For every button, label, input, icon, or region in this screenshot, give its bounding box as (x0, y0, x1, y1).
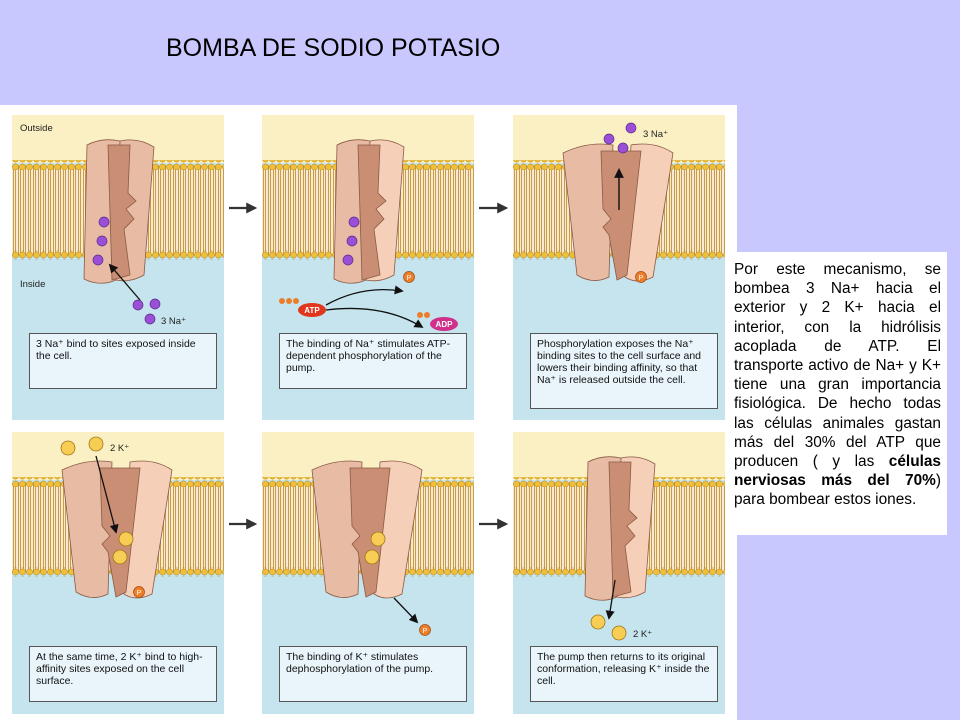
explanation-bold: células nerviosas más del 70% (734, 453, 941, 490)
sodium-potassium-pump-figure (0, 105, 737, 720)
sodium-ion (133, 300, 143, 310)
phosphate-label: P (422, 628, 428, 635)
pump-diagram (0, 105, 737, 720)
caption-step-1: 3 Na⁺ bind to sites exposed inside the cell. (29, 333, 217, 389)
inside-label: Inside (20, 279, 46, 290)
na-inside-label: 3 Na⁺ (161, 316, 187, 327)
sodium-ion (349, 217, 359, 227)
sodium-ion (99, 217, 109, 227)
outside-label: Outside (20, 123, 53, 134)
sodium-ion (626, 123, 636, 133)
caption-step-4: At the same time, 2 K⁺ bind to high-affinity sites exposed on the cell surface. (29, 646, 217, 702)
sodium-ion (93, 255, 103, 265)
sodium-ion (97, 236, 107, 246)
caption-step-3: Phosphorylation exposes the Na⁺ binding sites to the cell surface and lowers their binding affinity, so that Na⁺ is released outside the cell. (530, 333, 718, 409)
slide-title: BOMBA DE SODIO POTASIO (166, 34, 501, 62)
atp-label: ATP (304, 306, 320, 315)
potassium-ion (119, 532, 133, 546)
potassium-ion (113, 550, 127, 564)
sodium-ion (604, 134, 614, 144)
pump-protein (585, 457, 655, 601)
na-outside-label: 3 Na⁺ (643, 129, 669, 140)
sodium-ion (343, 255, 353, 265)
adp-label: ADP (435, 320, 453, 329)
potassium-ion (89, 437, 103, 451)
phosphate-label: P (136, 590, 142, 597)
potassium-ion (612, 626, 626, 640)
explanation-part-1: Por este mecanismo, se bombea 3 Na+ hacia el exterior y 2 K+ hacia el interior, con la hidrólisis acoplada de ATP. El transporte activo de Na+ y K+ tiene una gran importancia fisiológica. De hecho todas las células animales gastan más del 30% del ATP que producen ( y las (734, 261, 941, 471)
explanation-text (728, 252, 947, 535)
sodium-ion (618, 143, 628, 153)
potassium-ion (371, 532, 385, 546)
k-inside-label: 2 K⁺ (633, 629, 653, 640)
potassium-ion (365, 550, 379, 564)
potassium-ion (591, 615, 605, 629)
caption-step-2: The binding of Na⁺ stimulates ATP-dependent phosphorylation of the pump. (279, 333, 467, 389)
potassium-ion (61, 441, 75, 455)
sodium-ion (150, 299, 160, 309)
phosphate-label: P (406, 275, 412, 282)
phosphate-label: P (638, 275, 644, 282)
sodium-ion (347, 236, 357, 246)
k-outside-label: 2 K⁺ (110, 443, 130, 454)
caption-step-6: The pump then returns to its original conformation, releasing K⁺ inside the cell. (530, 646, 718, 702)
caption-step-5: The binding of K⁺ stimulates dephosphorylation of the pump. (279, 646, 467, 702)
sodium-ion (145, 314, 155, 324)
explanation-part-2: ) para bombear estos iones. (734, 472, 941, 509)
